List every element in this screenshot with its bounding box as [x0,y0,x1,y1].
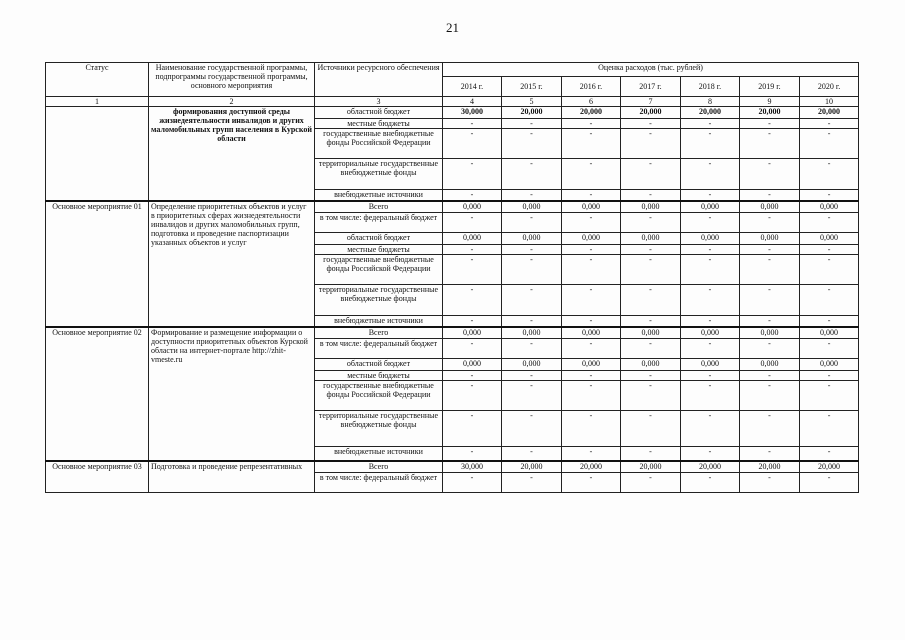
table-body [46,107,859,493]
value-cell: - [740,316,800,327]
value-cell: - [740,371,800,381]
value-cell: 20,000 [502,107,562,119]
header-sources: Источники ресурсного обеспечения [315,63,443,97]
status-cell: Основное мероприятие 03 [46,461,149,493]
value-cell: 0,000 [800,201,859,213]
source-cell: государственные внебюджетные фонды Российской Федерации [315,255,443,285]
value-cell: - [562,339,621,359]
status-cell [46,107,149,201]
value-cell: - [502,245,562,255]
value-cell: - [443,129,502,159]
value-cell: - [443,447,502,461]
program-name-cell: формирования доступной среды жизнедеятельности инвалидов и других маломобильных групп населения в Курской области [149,107,315,201]
value-cell: 0,000 [681,327,740,339]
value-cell: - [681,245,740,255]
source-cell: местные бюджеты [315,245,443,255]
value-cell: - [562,381,621,411]
program-name-cell: Формирование и размещение информации о доступности приоритетных объектов Курской области на интернет-портале http://zhit-vmeste.ru [149,327,315,461]
value-cell: - [800,255,859,285]
value-cell: - [740,447,800,461]
value-cell: - [740,381,800,411]
value-cell: - [502,129,562,159]
value-cell: - [621,129,681,159]
source-cell: Всего [315,461,443,473]
value-cell: - [681,339,740,359]
table-row [46,461,859,473]
header-name: Наименование государственной программы, подпрограммы государственной программы, основного мероприятия [149,63,315,97]
value-cell: - [681,371,740,381]
value-cell: - [800,473,859,493]
value-cell: 0,000 [562,359,621,371]
header-year: 2019 г. [740,77,800,97]
value-cell: 20,000 [800,107,859,119]
value-cell: 0,000 [800,359,859,371]
value-cell: - [562,473,621,493]
value-cell: - [800,371,859,381]
source-cell: внебюджетные источники [315,316,443,327]
value-cell: - [502,411,562,447]
value-cell: - [681,190,740,201]
column-number: 7 [621,97,681,107]
value-cell: - [681,119,740,129]
value-cell: 0,000 [502,233,562,245]
column-number: 1 [46,97,149,107]
value-cell: - [800,213,859,233]
header-year: 2016 г. [562,77,621,97]
value-cell: - [800,316,859,327]
value-cell: 0,000 [443,201,502,213]
value-cell: 0,000 [740,233,800,245]
source-cell: местные бюджеты [315,119,443,129]
value-cell: - [562,190,621,201]
value-cell: - [562,119,621,129]
value-cell: 0,000 [562,201,621,213]
value-cell: - [562,129,621,159]
column-number-row [46,97,859,107]
source-cell: Всего [315,201,443,213]
value-cell: - [740,255,800,285]
value-cell: - [800,447,859,461]
value-cell: 0,000 [443,233,502,245]
table-row [46,107,859,119]
value-cell: - [800,285,859,316]
header-year: 2018 г. [681,77,740,97]
source-cell: местные бюджеты [315,371,443,381]
value-cell: - [562,213,621,233]
value-cell: - [621,381,681,411]
value-cell: - [562,285,621,316]
page-number: 21 [446,20,459,35]
value-cell: - [621,245,681,255]
value-cell: - [443,371,502,381]
value-cell: - [800,159,859,190]
source-cell: государственные внебюджетные фонды Российской Федерации [315,381,443,411]
value-cell: - [443,245,502,255]
value-cell: - [443,473,502,493]
value-cell: 0,000 [621,233,681,245]
value-cell: - [502,316,562,327]
value-cell: 0,000 [740,359,800,371]
value-cell: - [502,119,562,129]
value-cell: 20,000 [681,107,740,119]
source-cell: в том числе: федеральный бюджет [315,213,443,233]
value-cell: - [800,129,859,159]
value-cell: - [502,339,562,359]
column-number: 5 [502,97,562,107]
column-number: 2 [149,97,315,107]
value-cell: - [621,473,681,493]
value-cell: 20,000 [562,107,621,119]
value-cell: 0,000 [443,359,502,371]
value-cell: 20,000 [681,461,740,473]
table-row [46,201,859,213]
status-cell: Основное мероприятие 01 [46,201,149,327]
value-cell: - [681,285,740,316]
source-cell: территориальные государственные внебюджетные фонды [315,285,443,316]
value-cell: - [502,159,562,190]
value-cell: 0,000 [562,327,621,339]
header-year: 2014 г. [443,77,502,97]
value-cell: - [562,411,621,447]
value-cell: - [621,159,681,190]
value-cell: - [562,159,621,190]
value-cell: - [681,159,740,190]
value-cell: - [681,381,740,411]
value-cell: - [740,190,800,201]
value-cell: - [443,255,502,285]
value-cell: 0,000 [443,327,502,339]
value-cell: - [443,190,502,201]
header-estimate: Оценка расходов (тыс. рублей) [443,63,859,77]
value-cell: - [740,285,800,316]
value-cell: - [740,339,800,359]
header-year: 2020 г. [800,77,859,97]
value-cell: - [562,371,621,381]
value-cell: - [443,339,502,359]
column-number: 4 [443,97,502,107]
value-cell: 20,000 [502,461,562,473]
value-cell: 0,000 [502,359,562,371]
value-cell: - [502,285,562,316]
value-cell: 20,000 [562,461,621,473]
value-cell: - [740,245,800,255]
value-cell: 0,000 [740,201,800,213]
value-cell: 0,000 [681,233,740,245]
source-cell: Всего [315,327,443,339]
value-cell: - [502,190,562,201]
status-cell: Основное мероприятие 02 [46,327,149,461]
value-cell: - [740,129,800,159]
value-cell: - [621,190,681,201]
value-cell: 0,000 [800,327,859,339]
value-cell: - [621,255,681,285]
column-number: 6 [562,97,621,107]
source-cell: внебюджетные источники [315,447,443,461]
value-cell: 20,000 [621,461,681,473]
value-cell: 0,000 [621,327,681,339]
value-cell: - [800,119,859,129]
value-cell: - [502,447,562,461]
value-cell: 20,000 [621,107,681,119]
value-cell: 0,000 [740,327,800,339]
value-cell: - [562,316,621,327]
source-cell: территориальные государственные внебюджетные фонды [315,159,443,190]
column-number: 3 [315,97,443,107]
value-cell: - [800,411,859,447]
source-cell: областной бюджет [315,107,443,119]
value-cell: 0,000 [562,233,621,245]
value-cell: 20,000 [800,461,859,473]
value-cell: - [740,213,800,233]
source-cell: областной бюджет [315,233,443,245]
value-cell: - [621,213,681,233]
value-cell: - [681,213,740,233]
value-cell: - [502,213,562,233]
value-cell: - [740,159,800,190]
value-cell: - [443,119,502,129]
program-name-cell: Определение приоритетных объектов и услуг в приоритетных сферах жизнедеятельности инвалидов и других маломобильных групп, подготовка и проведение паспортизации указанных объектов и услуг [149,201,315,327]
value-cell: - [681,411,740,447]
value-cell: - [621,119,681,129]
source-cell: в том числе: федеральный бюджет [315,339,443,359]
value-cell: - [800,245,859,255]
value-cell: - [681,316,740,327]
value-cell: - [800,190,859,201]
value-cell: 0,000 [502,327,562,339]
value-cell: - [621,339,681,359]
value-cell: - [800,339,859,359]
value-cell: - [621,371,681,381]
value-cell: - [562,447,621,461]
value-cell: 0,000 [621,201,681,213]
source-cell: государственные внебюджетные фонды Российской Федерации [315,129,443,159]
value-cell: - [621,411,681,447]
value-cell: 0,000 [681,359,740,371]
value-cell: 0,000 [621,359,681,371]
value-cell: - [621,316,681,327]
header-year: 2017 г. [621,77,681,97]
value-cell: - [502,255,562,285]
value-cell: 30,000 [443,461,502,473]
value-cell: - [800,381,859,411]
value-cell: - [443,411,502,447]
value-cell: 0,000 [800,233,859,245]
value-cell: - [502,473,562,493]
value-cell: - [621,285,681,316]
value-cell: - [681,447,740,461]
column-number: 10 [800,97,859,107]
value-cell: - [443,285,502,316]
value-cell: - [562,245,621,255]
budget-table [45,62,859,493]
value-cell: - [740,473,800,493]
value-cell: - [443,159,502,190]
value-cell: 20,000 [740,107,800,119]
value-cell: - [443,381,502,411]
value-cell: - [681,255,740,285]
program-name-cell: Подготовка и проведение репрезентативных [149,461,315,493]
value-cell: - [562,255,621,285]
source-cell: внебюджетные источники [315,190,443,201]
header-status: Статус [46,63,149,97]
source-cell: территориальные государственные внебюджетные фонды [315,411,443,447]
source-cell: областной бюджет [315,359,443,371]
column-number: 9 [740,97,800,107]
header-year: 2015 г. [502,77,562,97]
value-cell: 0,000 [502,201,562,213]
value-cell: - [502,381,562,411]
table-row [46,327,859,339]
value-cell: 20,000 [740,461,800,473]
source-cell: в том числе: федеральный бюджет [315,473,443,493]
column-number: 8 [681,97,740,107]
value-cell: - [443,316,502,327]
value-cell: - [681,129,740,159]
value-cell: 0,000 [681,201,740,213]
value-cell: - [740,411,800,447]
value-cell: - [621,447,681,461]
value-cell: - [502,371,562,381]
value-cell: - [681,473,740,493]
value-cell: 30,000 [443,107,502,119]
value-cell: - [740,119,800,129]
value-cell: - [443,213,502,233]
